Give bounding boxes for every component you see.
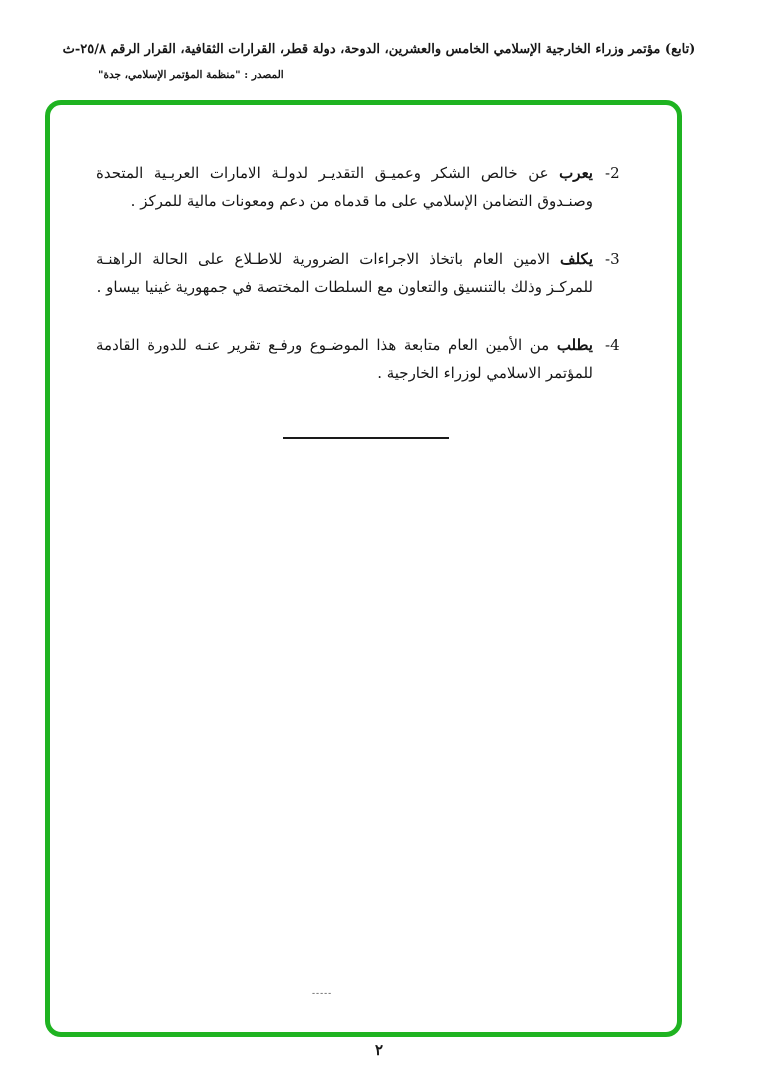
item-text: [96, 245, 593, 301]
item-number: -4: [605, 336, 620, 354]
item-lead-word: يكلف: [560, 250, 593, 268]
resolution-item: [96, 245, 641, 301]
item-lead-word: يطلب: [556, 336, 593, 354]
resolution-item: [96, 331, 641, 387]
item-text: [96, 331, 593, 387]
resolution-box: [45, 100, 682, 1037]
page-number: ٢: [374, 1041, 384, 1059]
scan-artifact-mark: -----: [312, 989, 333, 999]
divider-line: [283, 437, 449, 439]
item-body: عن خالص الشكر وعميـق التقديـر لدولـة الامارات العربـية المتحدة وصنـدوق التضامن الإسلامي على ما قدماه من دعم ومعونات مالية للمركز .: [96, 164, 593, 210]
header-line-2: المصدر : "منظمة المؤتمر الإسلامي، جدة": [98, 68, 284, 81]
item-number: -2: [605, 164, 620, 182]
item-text: [96, 159, 593, 215]
header-line-1: (تابع) مؤتمر وزراء الخارجية الإسلامي الخامس والعشرين، الدوحة، دولة قطر، القرارات الثقافية، القرار الرقم ٢٥/٨-ث: [62, 42, 696, 57]
resolution-item: [96, 159, 641, 215]
document-header: [28, 40, 730, 81]
item-body: من الأمين العام متابعة هذا الموضـوع ورفـع تقرير عنـه للدورة القادمة للمؤتمر الاسلامي لوزراء الخارجية .: [96, 336, 593, 382]
item-lead-word: يعرب: [559, 164, 593, 182]
document-footer: [0, 1040, 758, 1059]
item-body: الامين العام باتخاذ الاجراءات الضرورية للاطـلاع على الحالة الراهنـة للمركـز وذلك بالتنسيق والتعاون مع السلطات المختصة في جمهورية غينيا بيساو .: [96, 250, 593, 296]
resolution-items: [50, 105, 677, 387]
item-number: -3: [605, 250, 620, 268]
